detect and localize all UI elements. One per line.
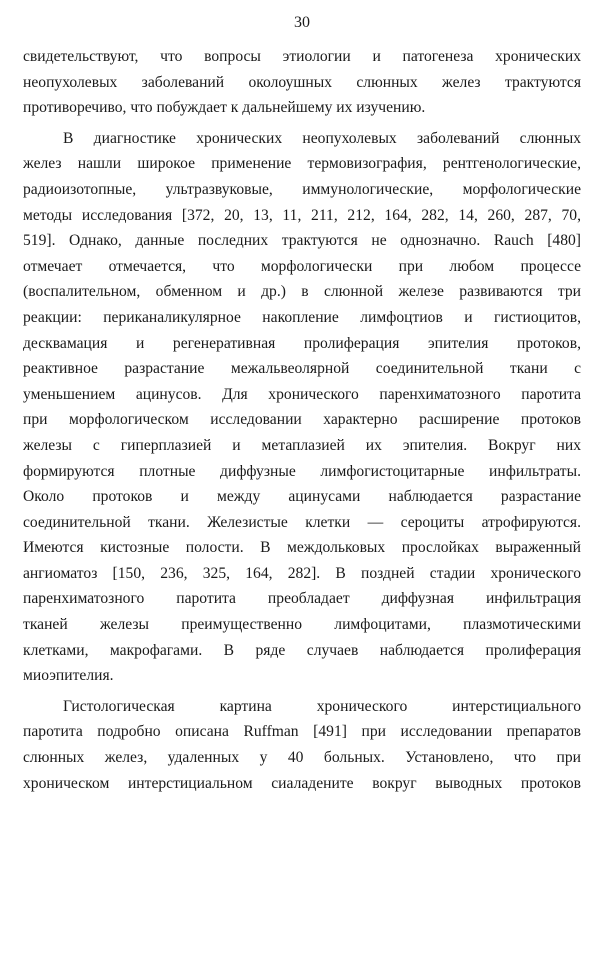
text-line: противоречиво, что побуждает к дальнейшему их изучению.	[23, 99, 426, 117]
text-line: Около протоков и между ацинусами наблюдается разрастание	[23, 488, 581, 506]
text-line: миоэпителия.	[23, 667, 114, 685]
text-line: желез нашли широкое применение термовизография, рентгенологические,	[23, 155, 581, 173]
text-line: (воспалительном, обменном и др.) в слюнной железе развиваются три	[23, 283, 581, 301]
text-line: слюнных желез, удаленных у 40 больных. Установлено, что при	[23, 749, 581, 767]
text-line: паренхиматозного паротита преобладает диффузная инфильтрация	[23, 590, 581, 608]
text-line: радиоизотопные, ультразвуковые, иммунологические, морфологические	[23, 180, 581, 198]
text-line: реакции: периканаликулярное накопление лимфоцтиов и гистиоцитов,	[23, 308, 581, 326]
text-line: паротита подробно описана Ruffman [491] при исследовании препаратов	[23, 723, 581, 741]
text-line: ангиоматоз [150, 236, 325, 164, 282]. В поздней стадии хронического	[23, 564, 581, 582]
text-line: десквамация и регенеративная пролиферация эпителия протоков,	[23, 334, 581, 352]
text-line: В диагностике хронических неопухолевых заболеваний слюнных	[63, 129, 581, 147]
body-text	[23, 44, 581, 796]
text-line: формируются плотные диффузные лимфогистоцитарные инфильтраты.	[23, 462, 581, 480]
paragraph-diagnostics	[23, 126, 581, 689]
text-line: реактивное разрастание межальвеолярной соединительной ткани с	[23, 360, 581, 378]
text-line: 519]. Однако, данные последних трактуются не однозначно. Rauch [480]	[23, 232, 581, 250]
text-line: свидетельствуют, что вопросы этиологии и патогенеза хронических	[23, 48, 581, 65]
text-line: методы исследования [372, 20, 13, 11, 211, 212, 164, 282, 14, 260, 287, 70,	[23, 206, 581, 224]
text-line: Имеются кистозные полости. В междольковых прослойках выраженный	[23, 539, 581, 557]
paragraph-continuation	[23, 44, 581, 121]
text-line: Гистологическая картина хронического интерстициального	[63, 697, 581, 715]
page-number: 30	[294, 14, 310, 31]
text-line: клетками, макрофагами. В ряде случаев наблюдается пролиферация	[23, 641, 581, 659]
text-line: тканей железы преимущественно лимфоцитами, плазмотическими	[23, 616, 581, 634]
text-line: железы с гиперплазией и метаплазией их эпителия. Вокруг них	[23, 436, 581, 454]
text-line: соединительной ткани. Железистые клетки — сероциты атрофируются.	[23, 513, 581, 531]
text-line: уменьшением ацинусов. Для хронического паренхиматозного паротита	[23, 385, 581, 403]
text-line: отмечает отмечается, что морфологически при любом процессе	[23, 257, 581, 275]
text-line: неопухолевых заболеваний околоушных слюнных желез трактуются	[23, 73, 581, 91]
text-line: хроническом интерстициальном сиаладените вокруг выводных протоков	[23, 774, 581, 792]
text-line: при морфологическом исследовании характерно расширение протоков	[23, 411, 581, 429]
paragraph-histology	[23, 694, 581, 796]
